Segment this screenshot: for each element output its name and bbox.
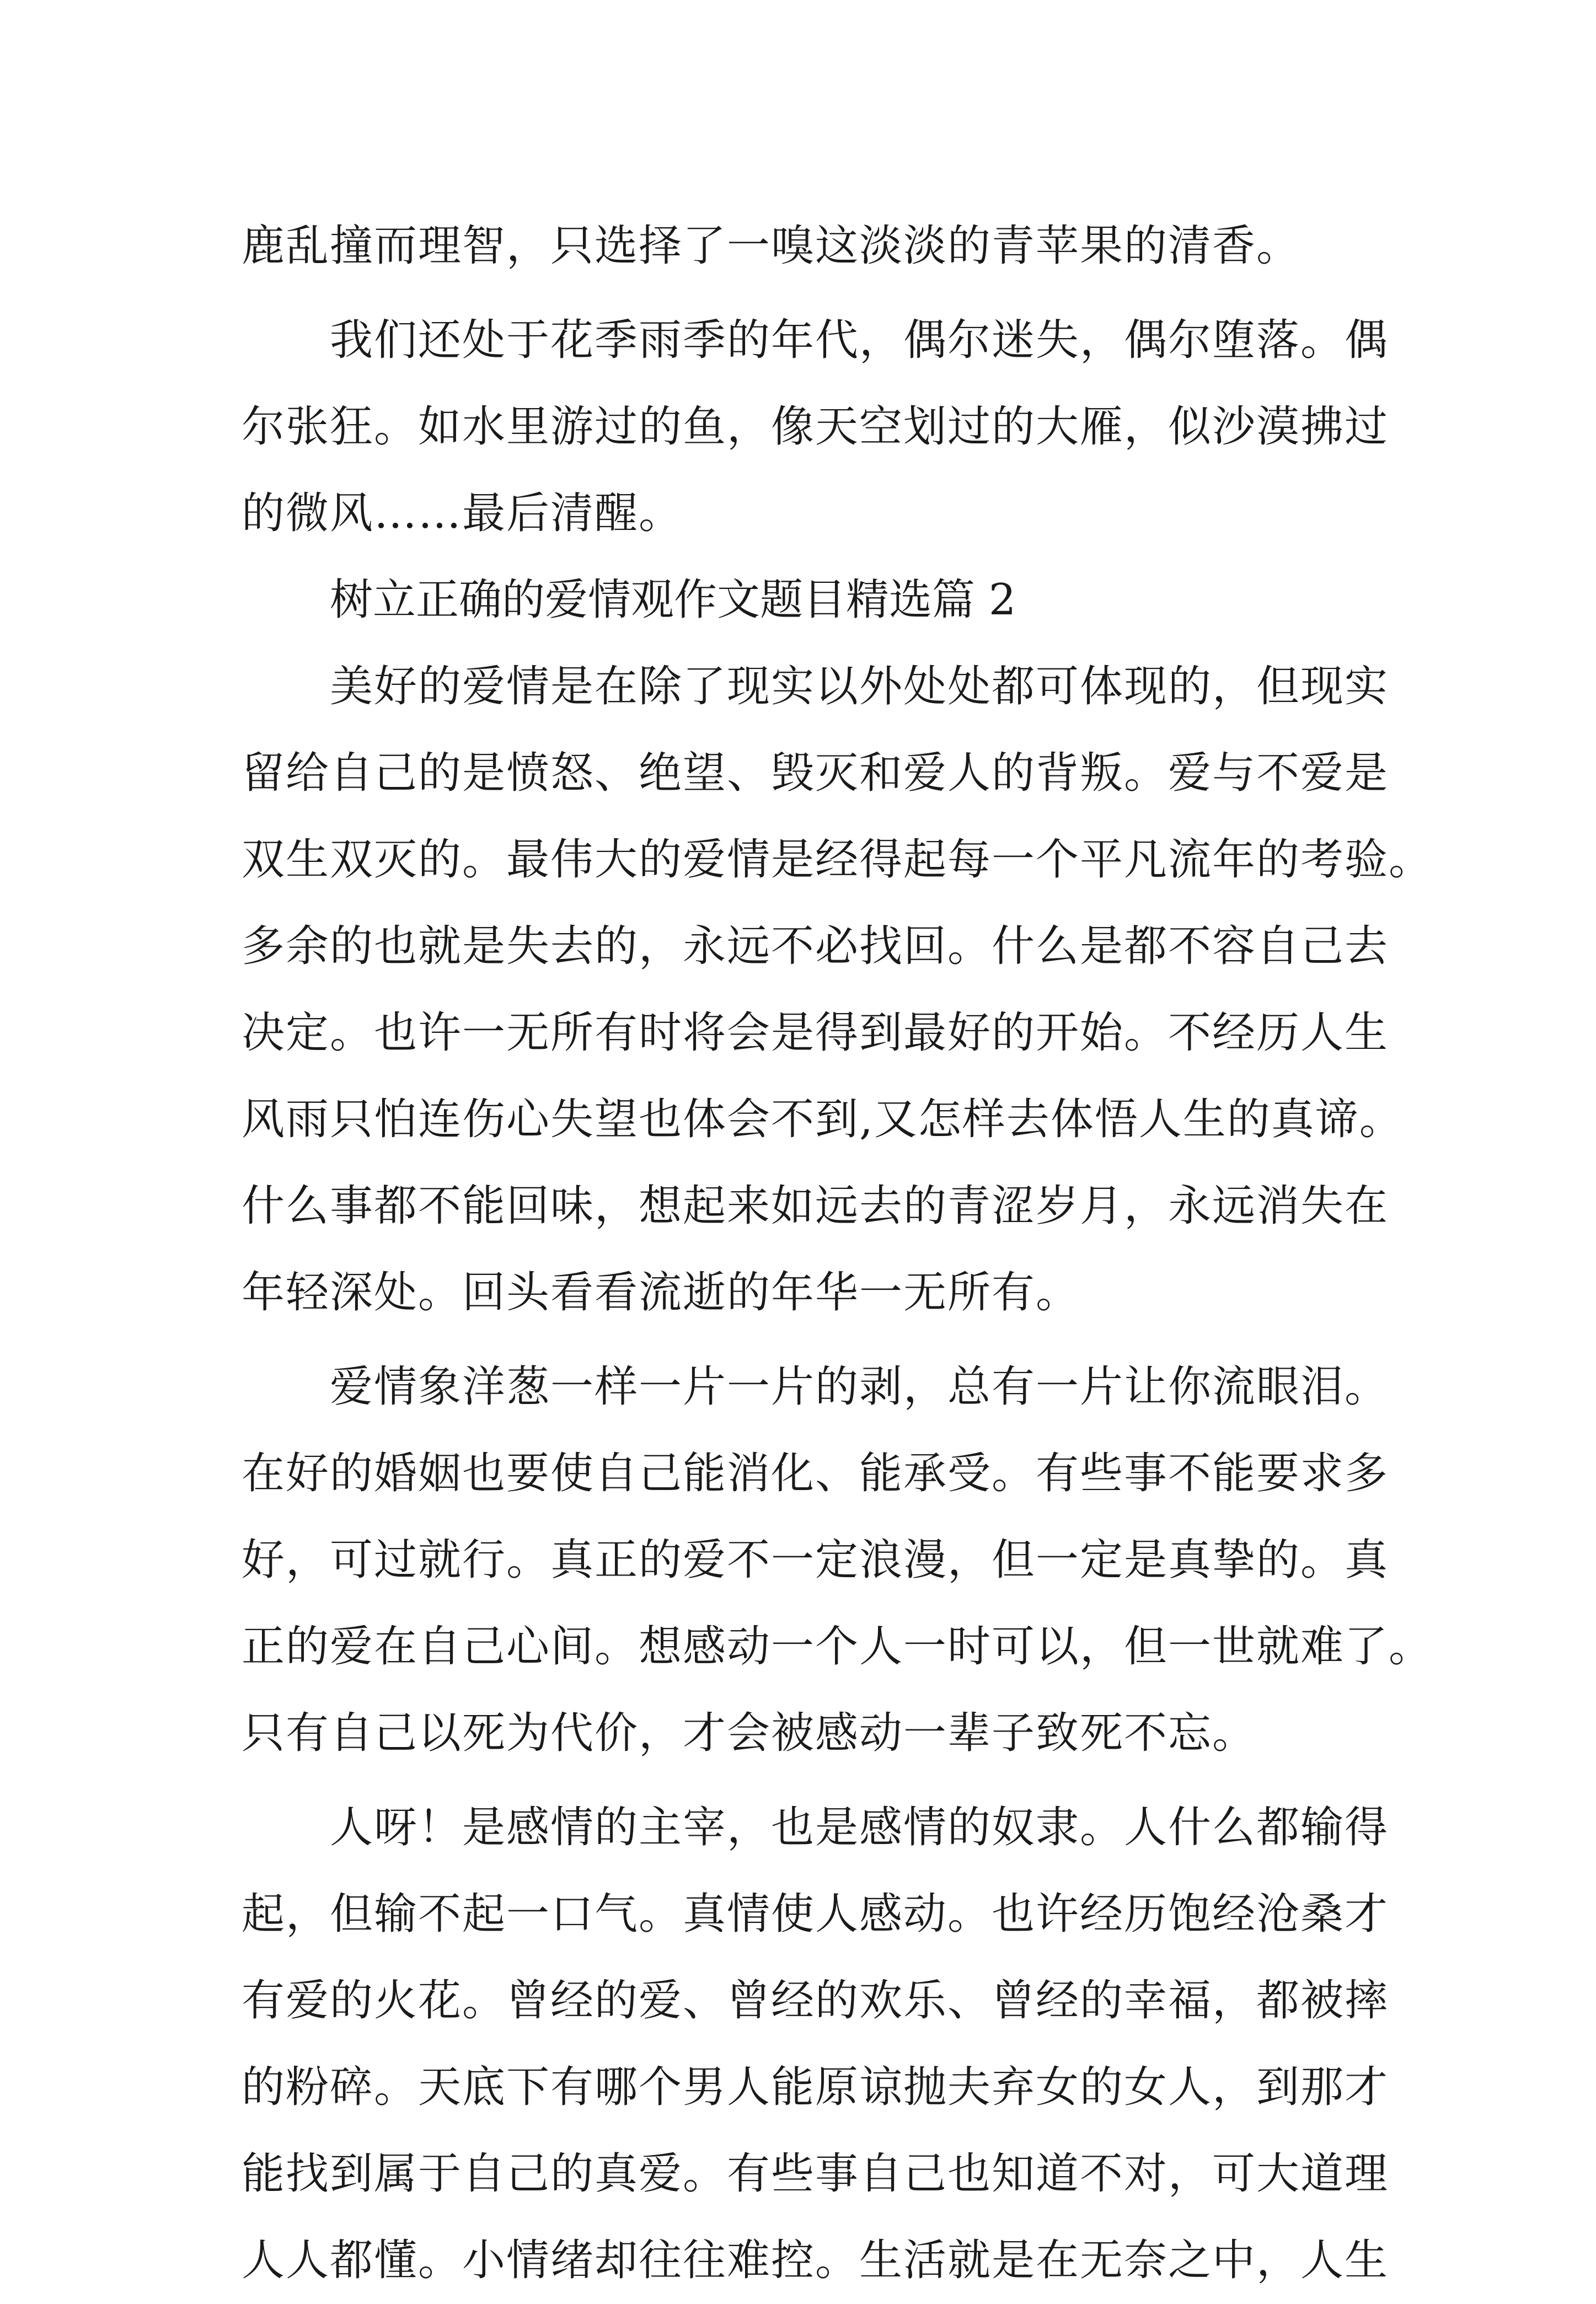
text-line: 双生双灭的。最伟大的爱情是经得起每一个平凡流年的考验。 (242, 835, 1433, 885)
text-line: 年轻深处。回头看看流逝的年华一无所有。 (242, 1268, 1080, 1317)
text-line: 决定。也许一无所有时将会是得到最好的开始。不经历人生 (242, 1008, 1389, 1058)
text-line: 风雨只怕连伤心失望也体会不到,又怎样去体悟人生的真谛。 (242, 1095, 1404, 1144)
text-line: 起，但输不起一口气。真情使人感动。也许经历饱经沧桑才 (242, 1889, 1389, 1939)
text-line: 什么事都不能回味，想起来如远去的青涩岁月，永远消失在 (242, 1181, 1389, 1231)
paragraph-gap (242, 1336, 1367, 1344)
paragraph-gap (242, 1777, 1367, 1785)
text-line: 美好的爱情是在除了现实以外处处都可体现的，但现实 (330, 662, 1389, 711)
text-line: 留给自己的是愤怒、绝望、毁灭和爱人的背叛。爱与不爱是 (242, 748, 1389, 798)
text-line: 有爱的火花。曾经的爱、曾经的欢乐、曾经的幸福，都被摔 (242, 1976, 1389, 2026)
text-line: 好，可过就行。真正的爱不一定浪漫，但一定是真挚的。真 (242, 1535, 1389, 1585)
text-line: 爱情象洋葱一样一片一片的剥，总有一片让你流眼泪。 (330, 1362, 1389, 1412)
text-line: 人人都懂。小情绪却往往难控。生活就是在无奈之中，人生 (242, 2236, 1389, 2285)
text-line: 只有自己以死为代价，才会被感动一辈子致死不忘。 (242, 1708, 1257, 1758)
text-line: 鹿乱撞而理智，只选择了一嗅这淡淡的青苹果的清香。 (242, 221, 1301, 271)
text-line: 在好的婚姻也要使自己能消化、能承受。有些事不能要求多 (242, 1449, 1389, 1498)
paragraph-gap (242, 290, 1367, 297)
document-body (242, 203, 1433, 2304)
text-line: 能找到属于自己的真爱。有些事自己也知道不对，可大道理 (242, 2149, 1389, 2199)
text-line: 正的爱在自己心间。想感动一个人一时可以，但一世就难了。 (242, 1622, 1433, 1671)
text-line: 我们还处于花季雨季的年代，偶尔迷失，偶尔堕落。偶 (330, 315, 1389, 365)
text-line: 的粉碎。天底下有哪个男人能原谅抛夫弃女的女人，到那才 (242, 2062, 1389, 2112)
text-line: 尔张狂。如水里游过的鱼，像天空划过的大雁，似沙漠拂过 (242, 402, 1389, 452)
text-line: 人呀！是感情的主宰，也是感情的奴隶。人什么都输得 (330, 1803, 1389, 1852)
text-line: 的微风……最后清醒。 (242, 489, 683, 538)
text-line: 多余的也就是失去的，永远不必找回。什么是都不容自己去 (242, 921, 1389, 971)
section-heading: 树立正确的爱情观作文题目精选篇 2 (330, 575, 1016, 625)
